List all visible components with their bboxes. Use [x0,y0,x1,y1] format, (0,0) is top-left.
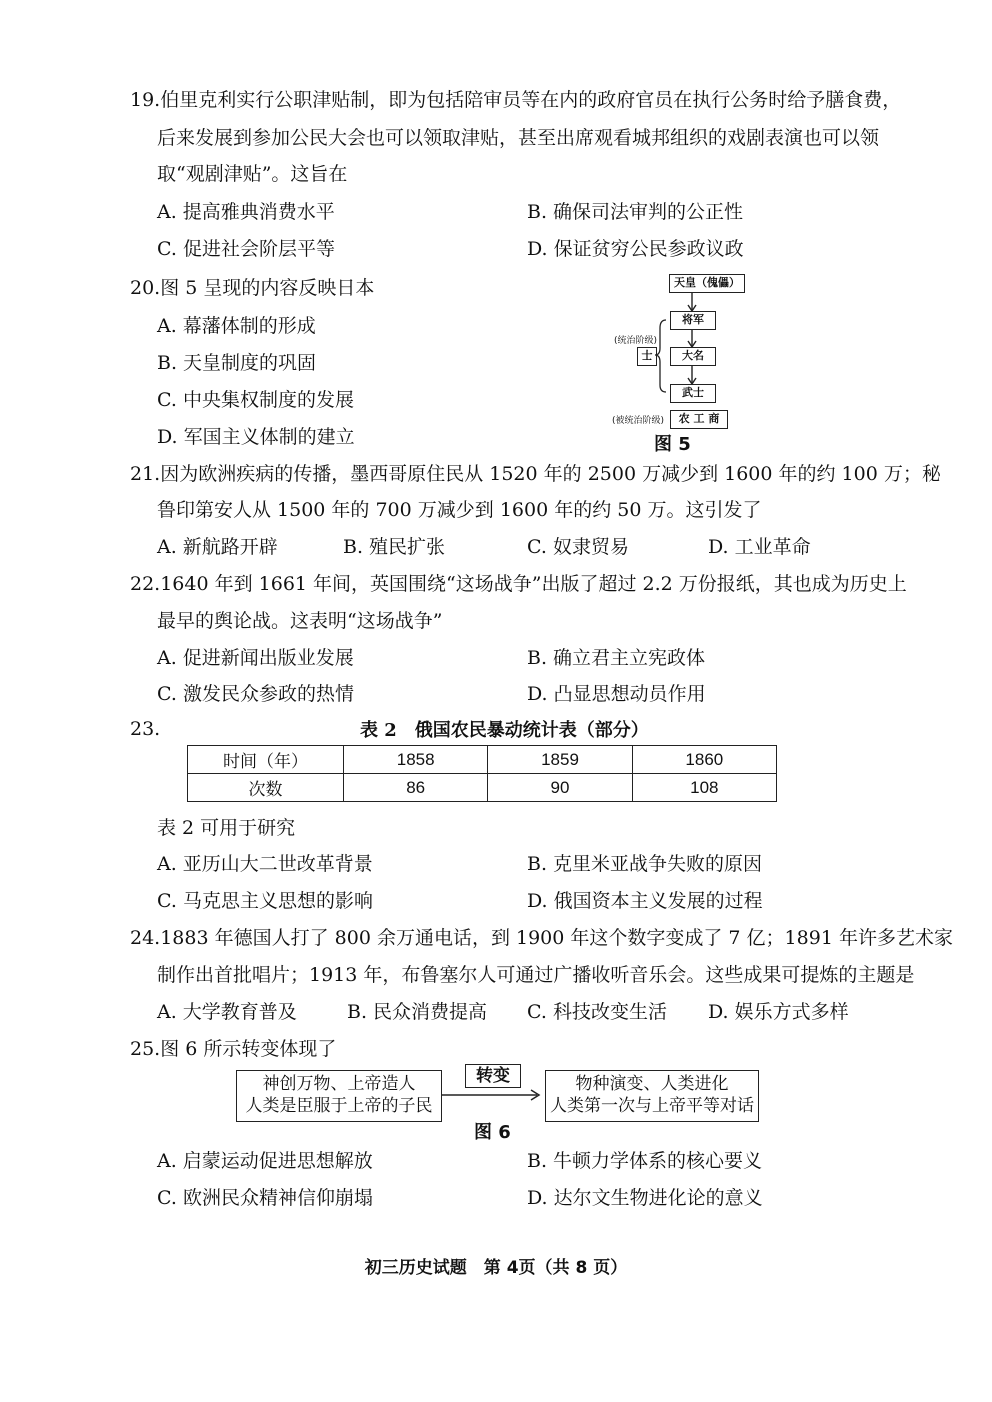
q21-option-b: B. 殖民扩张 [343,536,446,558]
fig6-caption: 图 6 [474,1122,511,1143]
q22-option-d: D. 凸显思想动员作用 [527,683,706,705]
q21-line-2: 鲁印第安人从 1500 年的 700 万减少到 1600 年的约 50 万。这引发了 [157,499,762,521]
q24-option-b: B. 民众消费提高 [347,1001,488,1023]
q22-option-b: B. 确立君主立宪政体 [527,647,706,669]
q19-line-3: 取“观剧津贴”。这旨在 [157,163,348,185]
q22-option-c: C. 激发民众参政的热情 [157,683,354,705]
q23-option-c: C. 马克思主义思想的影响 [157,890,373,912]
q21-line-1: 21.因为欧洲疾病的传播，墨西哥原住民从 1520 年的 2500 万减少到 1600 年的约 100 万；秘 [130,463,941,485]
q23-option-a: A. 亚历山大二世改革背景 [157,853,373,875]
table-row-header-count: 次数 [188,774,344,802]
q24-option-a: A. 大学教育普及 [157,1001,297,1023]
table-row [188,746,777,774]
q25-option-d: D. 达尔文生物进化论的意义 [527,1187,763,1209]
q20-option-c: C. 中央集权制度的发展 [157,389,354,411]
fig5-samurai-box: 武士 [670,384,716,403]
fig5-shogun-box: 将军 [670,311,716,330]
table-cell-year: 1860 [632,746,776,774]
fig6-left-box [236,1070,442,1122]
q22-option-a: A. 促进新闻出版业发展 [157,647,354,669]
q20-option-a: A. 幕藩体制的形成 [157,315,316,337]
q20-option-b: B. 天皇制度的巩固 [157,352,317,374]
table-2 [187,745,777,802]
q19-line-2: 后来发展到参加公民大会也可以领取津贴，甚至出席观看城邦组织的戏剧表演也可以领 [157,127,880,149]
fig6-right-line-1: 物种演变、人类进化 [575,1074,729,1094]
q21-option-d: D. 工业革命 [708,536,811,558]
q19-option-d: D. 保证贫穷公民参政议政 [527,238,744,260]
q19-option-c: C. 促进社会阶层平等 [157,238,335,260]
table-cell-year: 1859 [488,746,632,774]
q22-line-1: 22.1640 年到 1661 年间，英国围绕“这场战争”出版了超过 2.2 万份报纸，其也成为历史上 [130,573,907,595]
table-2-title: 表 2 俄国农民暴动统计表（部分） [360,720,649,741]
q20-stem: 20.图 5 呈现的内容反映日本 [130,277,375,299]
q25-option-b: B. 牛顿力学体系的核心要义 [527,1150,763,1172]
fig5-emperor-box: 天皇（傀儡） [669,274,745,293]
q23-option-b: B. 克里米亚战争失败的原因 [527,853,763,875]
page-footer: 初三历史试题 第 4页（共 8 页） [364,1258,628,1278]
table-row [188,774,777,802]
q23-option-d: D. 俄国资本主义发展的过程 [527,890,763,912]
fig5-connectors [600,270,760,435]
table-cell-count: 86 [344,774,488,802]
q21-option-a: A. 新航路开辟 [157,536,278,558]
q19-line-1: 19.伯里克利实行公职津贴制，即为包括陪审员等在内的政府官员在执行公务时给予膳食费， [130,89,902,111]
q24-line-2: 制作出首批唱片；1913 年，布鲁塞尔人可通过广播收听音乐会。这些成果可提炼的主题是 [157,964,915,986]
fig5-caption: 图 5 [654,434,691,455]
fig5-commoners-box: 农 工 商 [670,410,728,429]
table-cell-year: 1858 [344,746,488,774]
table-row-header-year: 时间（年） [188,746,344,774]
q23-number: 23. [130,718,161,740]
fig6-arrow-label: 转变 [465,1064,521,1088]
q25-option-a: A. 启蒙运动促进思想解放 [157,1150,373,1172]
q24-line-1: 24.1883 年德国人打了 800 余万通电话，到 1900 年这个数字变成了 7 亿；1891 年许多艺术家 [130,927,953,949]
fig6-left-line-1: 神创万物、上帝造人 [262,1074,416,1094]
fig5-ruling-label: (统治阶级) [614,336,658,346]
q25-option-c: C. 欧洲民众精神信仰崩塌 [157,1187,373,1209]
q23-stem: 表 2 可用于研究 [157,817,296,839]
fig6-arrow [441,1085,545,1105]
q21-option-c: C. 奴隶贸易 [527,536,629,558]
q24-option-c: C. 科技改变生活 [527,1001,667,1023]
q19-option-a: A. 提高雅典消费水平 [157,201,335,223]
fig6-left-line-2: 人类是臣服于上帝的子民 [245,1096,433,1116]
table-cell-count: 90 [488,774,632,802]
q24-option-d: D. 娱乐方式多样 [708,1001,849,1023]
q20-option-d: D. 军国主义体制的建立 [157,426,355,448]
q19-option-b: B. 确保司法审判的公正性 [527,201,744,223]
fig6-right-line-2: 人类第一次与上帝平等对话 [550,1096,754,1116]
fig5-daimyo-box: 大名 [670,347,716,366]
q22-line-2: 最早的舆论战。这表明“这场战争” [157,610,443,632]
fig5-shi-box: 士 [637,347,657,366]
fig6-right-box [545,1070,759,1122]
fig5-ruled-label: (被统治阶级) [612,416,665,426]
q25-stem: 25.图 6 所示转变体现了 [130,1038,337,1060]
table-cell-count: 108 [632,774,776,802]
